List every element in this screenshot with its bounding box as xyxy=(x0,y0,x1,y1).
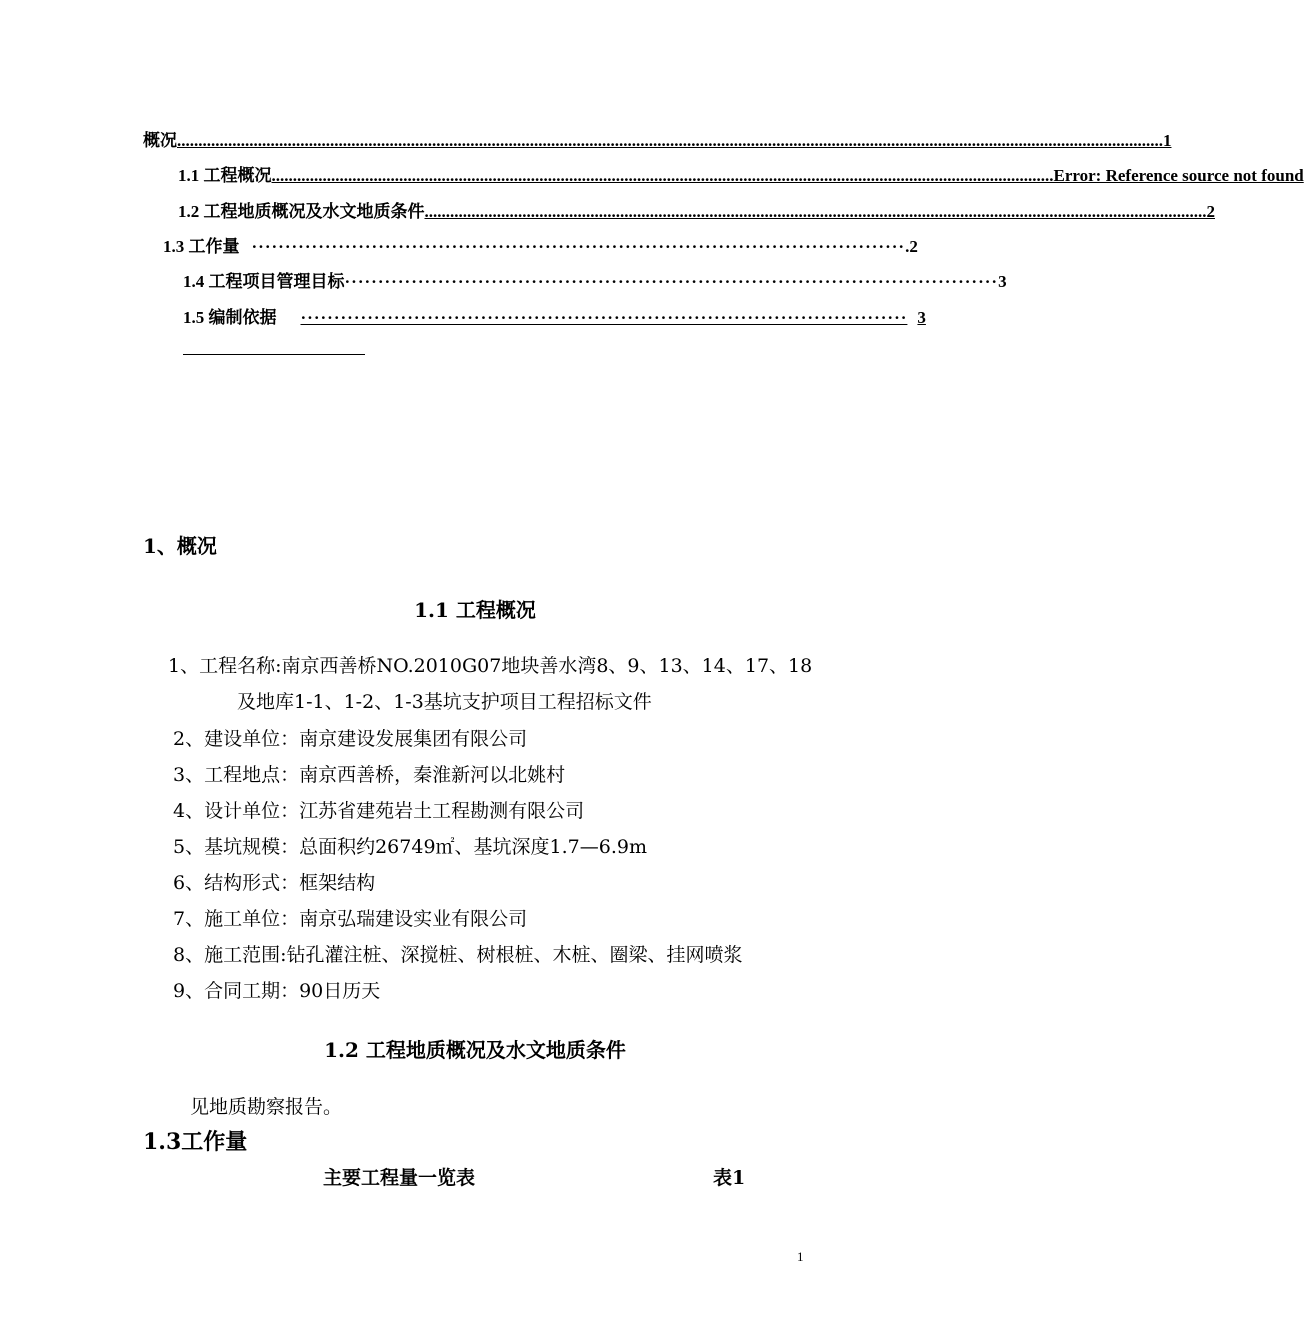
toc-entry-1-3[interactable] xyxy=(163,232,918,257)
toc-entry-label: 1.2 工程地质概况及水文地质条件 xyxy=(178,202,425,221)
toc-page-number: 3 xyxy=(998,272,1007,291)
section-title-1-2: 1.2 工程地质概况及水文地质条件 xyxy=(324,1038,626,1062)
toc-entry-1-1[interactable] xyxy=(178,161,1304,186)
toc-leader-dots: ··························································································· xyxy=(300,308,908,327)
list-item: 6、结构形式：框架结构 xyxy=(173,872,376,894)
list-item: 5、基坑规模：总面积约26749㎡、基坑深度1.7—6.9m xyxy=(173,836,647,858)
toc-leader-dots: ·································································································· xyxy=(344,272,999,291)
toc-page-number: 3 xyxy=(917,308,926,327)
page-number: 1 xyxy=(797,1249,804,1264)
table-number: 表1 xyxy=(713,1167,746,1189)
toc-page-number: .2 xyxy=(905,237,918,256)
toc-leader-dots: ........................................................................................................................................................................................ xyxy=(424,202,1207,221)
toc-leader-dots: ........................................................................................................................................................................................ xyxy=(271,166,1054,185)
project-name-line2: 及地库1-1、1-2、1-3基坑支护项目工程招标文件 xyxy=(237,691,652,713)
toc-page-number: 2 xyxy=(1206,202,1215,221)
toc-leader-dots: ·································································································· xyxy=(251,237,906,256)
section-title-1-1: 1.1 工程概况 xyxy=(414,598,536,622)
toc-leader-dots: ........................................................................................................................................................................................................................................ xyxy=(177,131,1163,150)
toc-entry-label: 1.3 工作量 xyxy=(163,237,240,256)
toc-page-number: Error: Reference source not found xyxy=(1053,166,1304,185)
toc-entry-label: 1.1 工程概况 xyxy=(178,166,272,185)
toc-entry-label: 1.5 编制依据 xyxy=(183,308,277,327)
toc-entry-1-4[interactable] xyxy=(183,267,1007,292)
list-item: 3、工程地点：南京西善桥，秦淮新河以北姚村 xyxy=(173,764,566,786)
table-caption: 主要工程量一览表 xyxy=(323,1167,476,1189)
toc-entry-1-5[interactable] xyxy=(183,303,926,328)
geology-note: 见地质勘察报告。 xyxy=(190,1096,343,1118)
list-item: 2、建设单位：南京建设发展集团有限公司 xyxy=(173,728,528,750)
toc-entry-1-2[interactable] xyxy=(178,197,1215,222)
list-item: 7、施工单位：南京弘瑞建设实业有限公司 xyxy=(173,908,528,930)
list-item: 8、施工范围:钻孔灌注桩、深搅桩、树根桩、木桩、圈梁、挂网喷浆 xyxy=(173,944,743,966)
section-title-1-3: 1.3工作量 xyxy=(143,1129,248,1155)
toc-entry-overview[interactable] xyxy=(143,126,1172,151)
list-item: 4、设计单位：江苏省建苑岩土工程勘测有限公司 xyxy=(173,800,585,822)
chapter-title: 1、概况 xyxy=(143,534,217,558)
toc-end-rule xyxy=(183,354,365,355)
toc-entry-label: 1.4 工程项目管理目标 xyxy=(183,272,345,291)
toc-entry-label: 概况 xyxy=(143,131,177,150)
project-name-line1: 1、工程名称:南京西善桥NO.2010G07地块善水湾8、9、13、14、17、18 xyxy=(168,655,813,677)
toc-page-number: 1 xyxy=(1163,131,1172,150)
list-item: 9、合同工期：90日历天 xyxy=(173,980,381,1002)
